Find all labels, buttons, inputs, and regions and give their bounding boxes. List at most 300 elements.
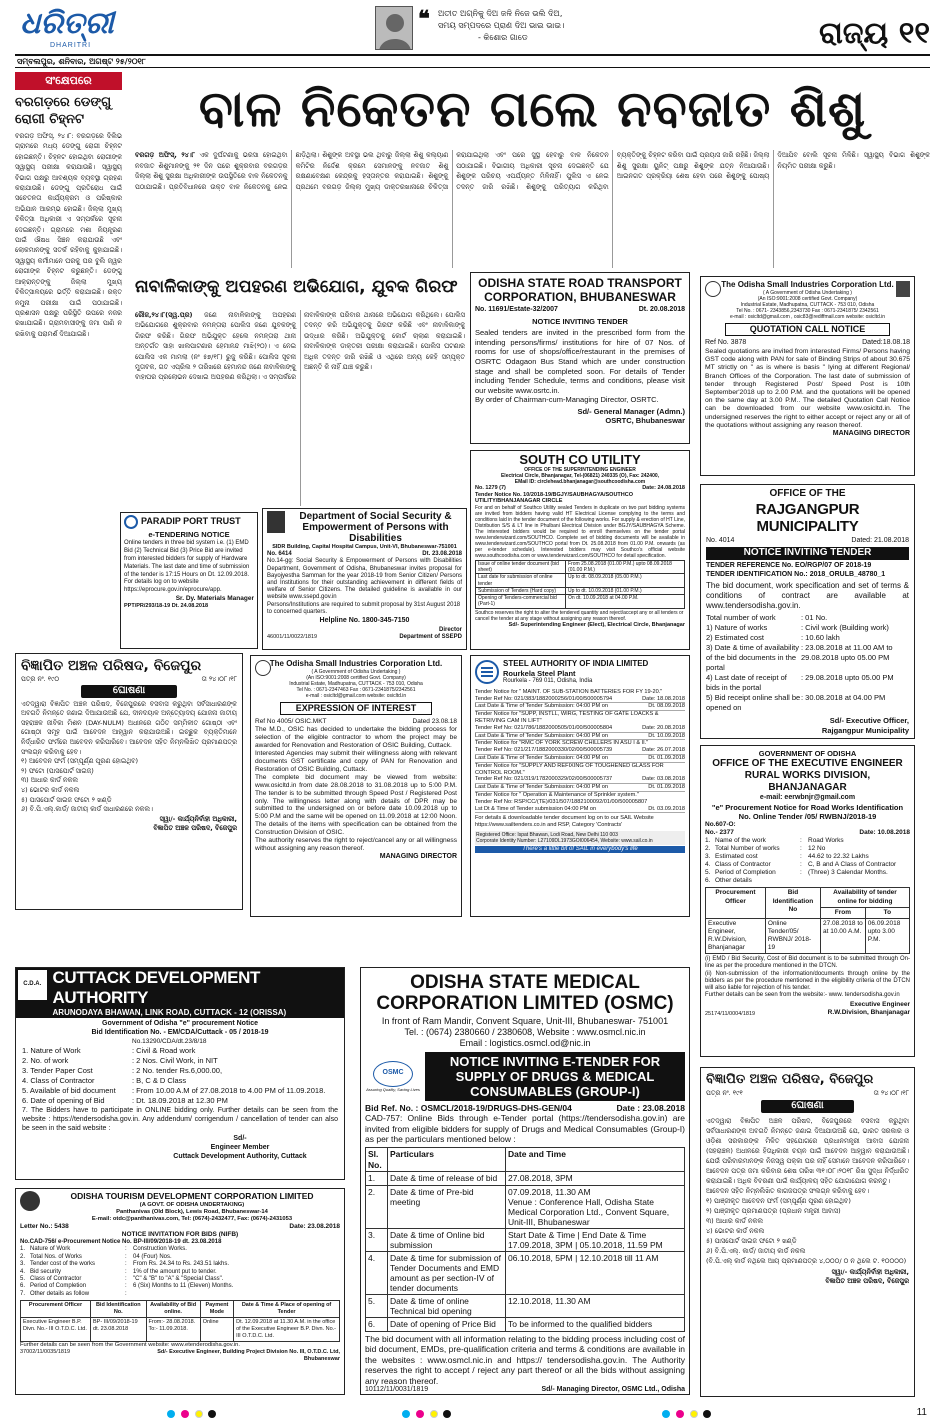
rajgangpur-rows [706,613,909,713]
southco-cell-value: Up to dt. 10.09.2018 (01.00 P.M.) [566,587,685,594]
otdc-th: Payment Mode [200,1301,233,1318]
osic-seal-icon [896,281,910,297]
otdc-row-colon: : [125,1276,127,1282]
rajgangpur-row-value: : 01 No. [801,613,828,623]
osmc-td-label: Date & time of Online bid submission [388,1228,506,1251]
otdc-td: Dt. 12.09.2018 at 11.30 A.M. in the office of the Executive Engineer B.P. Divn. No.- III O.T.D.C. Ltd. [234,1317,340,1341]
list-item: ୪) ଭୋଟର କାର୍ଡ ନକଲ [706,1226,765,1235]
sail-row-date: Dt. 01.09.2018 [648,755,685,762]
rwd-row [705,853,910,861]
otdc-row-label: Class of Contractor [30,1276,82,1282]
quote-block [418,8,583,50]
rwd-row-value: 12 No [808,845,826,853]
list-item: ୨) ଫଟୋ (ପାସପୋର୍ଟ ସାଇଜ୍) [21,766,94,775]
otdc-data-row [21,1317,340,1341]
osmc-td-value: 12.10.2018, 11.30 AM [506,1294,685,1317]
story2 [135,272,465,507]
cda-notice [15,967,345,1180]
sail-row [475,747,685,755]
rwd-row-value: Road Works [808,837,844,845]
otdc-row-label: Period of Completion [30,1283,87,1290]
list-item: ୬) ବି.ପି.ଏଲ୍.କାର୍ଡ/ ଜାତୀୟ କାର୍ଡ ସାଧାରଣରେ ନକଲ। [21,805,153,814]
rajgangpur-row-value: : 29.08.2018 upto 05.00 PM [801,673,894,683]
rwd-row-value: (Three) 3 Calendar Months. [808,869,888,877]
cda-ref: No.13290/CDA/dt.23/8/18 [132,1037,207,1045]
southco-cell-label: Submission of Tenders (Hard copy) [476,587,566,594]
osmc-td-no: 5. [366,1294,388,1317]
brief-body: ବରଗଡ଼ ଅଫିସ୍, ୨୪।୮: ବରଗଡ଼ରେ ଦିଲିଭ ଗ୍ରାମରେ ମଧ୍ୟ ଡେଙ୍ଗୁ ରୋଗୀ ଚିହ୍ନଟ ହୋଇଛନ୍ତି। ଚିହ୍ନଟ ହୋଇଥିବା ରୋଗୀଙ୍କ ସ୍ୱାସ୍ଥ୍ୟ ପରୀକ୍ଷା କରାଯାଉଛି। ସ୍ୱାସ୍ଥ୍ୟ ବିଭାଗ ପକ୍ଷରୁ ଆବଶ୍ୟକ ବ୍ୟବସ୍ଥା ଗ୍ରହଣ କରାଯାଉଛି। ଡେଙ୍ଗୁ ପ୍ରତିରୋଧ ପାଇଁ ସଚେତନତା କାର୍ଯ୍ୟକ୍ରମ ଓ ପରିଷ୍କାର ଅଭିଯାନ ଆରମ୍ଭ ହୋଇଛି। ଜିଲ୍ଲା ମୁଖ୍ୟ ଚିକିତ୍ସା ଅଧିକାରୀ ଏ ସମ୍ପର୍କରେ ସୂଚନା ଦେଇଛନ୍ତି। ଗ୍ରାମରେ ମଶା ନିୟନ୍ତ୍ରଣ ପାଇଁ ଔଷଧ ସିଞ୍ଚନ କରାଯାଉଛି ଏବଂ ଲୋକମାନଙ୍କୁ ସତର୍କ ରହିବାକୁ କୁହାଯାଇଛି। ସ୍ୱାସ୍ଥ୍ୟ କର୍ମୀମାନେ ଘରକୁ ଘର ବୁଲି ଜ୍ୱର ରୋଗୀଙ୍କ ଚିହ୍ନଟ କରୁଛନ୍ତି। ଡେଙ୍ଗୁ ଆକ୍ରାନ୍ତଙ୍କୁ ଜିଲ୍ଲା ମୁଖ୍ୟ ଚିକିତ୍ସାଳୟରେ ଭର୍ତ୍ତି କରାଯାଇଛି। ରକ୍ତ ନମୁନା ପରୀକ୍ଷା ପାଇଁ ପଠାଯାଇଛି। ପ୍ରଶାସନ ପକ୍ଷରୁ ପରିସ୍ଥିତି ଉପରେ ନଜର ରଖାଯାଇଛି। ଗ୍ରାମବାସୀଙ୍କୁ ଜମା ପାଣି ନ ରଖିବାକୁ ପରାମର୍ଶ ଦିଆଯାଇଛି। [15,132,122,338]
rwd-notice [700,745,915,1057]
rajgangpur-row-label: 5) Bid receipt online shall be opened on [706,693,801,713]
ssepd-title: Department of Social Security & Empowerment of Persons with Disabilities [299,511,452,544]
southco-cell-value: From 25.08.2018 (01.00 P.M.) upto 08.09.2018 (01.00 P.M.) [566,560,685,574]
otdc-ref: Letter No.: 5438 [20,1222,69,1230]
rwd-row-colon: : [800,853,802,861]
nac1-heading: ଘୋଷଣା [81,685,177,698]
osrtc-subtitle: NOTICE INVITING TENDER [532,316,628,326]
osrtc-order: By order of Chairman-cum-Managing Director, OSRTC. [475,395,659,405]
osmc-td-label: Date & time of online Technical bid opening [388,1294,506,1317]
sail-row-label: Last Date & Time of Tender Submission: 04:00 PM on [475,732,608,739]
registration-dot-yellow [195,1410,203,1418]
otdc-row-colon: : [125,1290,127,1297]
rajgangpur-row-label: 2) Estimated cost [706,633,764,643]
sail-row [475,799,685,806]
registration-dot-yellow-2 [430,1410,438,1418]
rajgangpur-heading: NOTICE INVITING TENDER [706,547,909,560]
nac1-body: ଏତଦ୍ୱାରା ବିଜ୍ଞାପିତ ଅଞ୍ଚଳ ପରିଷଦ, ବିଜେପୁରରେ ବସବାସ କରୁଥିବା ସର୍ବସାଧାରଣଙ୍କ ଅବଗତି ନିମନ୍ତେ ଜଣାଇ ଦିଆଯାଉଅଛି ଯେ, ଦୀନଦୟାଳ ଅନ୍ତ୍ୟୋଦୟ ଯୋଜନା ଜାତୀୟ ସହରାଞ୍ଚଳ ଜୀବିକା ମିଶନ (DAY-NULM) ଅଧୀନରେ ଗଠିତ ସମ୍ମିଳୀତ ଗୋଷ୍ଠୀ ଏବଂ ଗୋଷ୍ଠୀ ସମୂହ ପାଇଁ ଆବେଦନ ଆହ୍ୱାନ କରାଯାଉଅଛି। ଇଚ୍ଛୁକ ବ୍ୟକ୍ତିମାନେ ନିର୍ଦ୍ଧାରିତ ଫର୍ମରେ ଆବେଦନ କରିପାରିବେ। ଆବେଦନ ସହିତ ନିମ୍ନଲିଖିତ ପ୍ରମାଣପତ୍ର ସଂଲଗ୍ନ କରିବାକୁ ହେବ। [21,699,237,756]
osmc-td-value: 07.09.2018, 11.30 AM Venue : Conference Hall, Odisha State Medical Corporation Ltd., Convent Square, Unit-III, Bhubaneswar [506,1185,685,1228]
rajgangpur-tender-ref: TENDER REFERENCE No. EO/RGP/07 OF 2018-19 [706,561,872,569]
otdc-title: ODISHA TOURISM DEVELOPMENT CORPORATION LIMITED [70,1191,314,1201]
sail-row [475,711,685,725]
osmc-row [366,1317,685,1331]
ssepd-notice [262,508,467,650]
osmc-td-no: 4. [366,1251,388,1294]
rajgangpur-row-label: Total number of work [706,613,776,623]
otdc-row-label: Tender cost of the works [30,1261,96,1268]
cda-row [22,1056,338,1066]
southco-tender-no: Tender Notice No. 10/2018-19/BGJY/SAUBHAGYA/SOUTHCO UTILITY/BHANJANAGAR CIRCLE [475,491,634,505]
rwd-sign: Executive Engineer R.W.Division, Bhanjanagar [827,1001,910,1017]
lead-dateline: ବରଗଡ଼ ଅଫିସ୍, ୨୪।୮ [135,151,196,159]
page-number: 11 [916,1407,927,1418]
otdc-rows [20,1246,340,1298]
nac-notice-2 [700,1067,915,1397]
otdc-row [20,1246,340,1253]
logo-odia: ଧରିତ୍ରୀ [20,6,114,41]
osmc-bid-ref: Bid Ref. No. : OSMCL/2018-19/DRUGS-DHS-GEN/04 [365,1102,572,1113]
osmc-td-label: Date & time of release of bid [388,1172,506,1186]
registration-dot-magenta-3 [676,1410,684,1418]
sail-row-label: Last Date & Time of Tender Submission: 04:00 PM on [475,703,608,710]
rwd-heading: "e" Procurement Notice for Road Works Identification No. Online Tender /05/ RWBNJ/2018-19 [711,803,904,822]
sail-row [475,733,685,741]
osrtc-ref: No. 11691/Estate-32/2007 [475,306,558,313]
osmc-td-no: 6. [366,1317,388,1331]
sail-row-label: Tender Notice for " Operation & Maintenance of Sprinkler system." [475,792,639,799]
nac1-items [21,757,237,815]
dateline-bar [15,54,930,68]
cda-title: CUTTACK DEVELOPMENT AUTHORITY [52,968,260,1007]
sail-row [475,776,685,784]
rajgangpur-ref: No. 4014 [706,536,735,544]
registration-dot-cyan [167,1410,175,1418]
otdc-row-label: Other details as follow [30,1290,90,1297]
otdc-row-no: 6. [20,1283,26,1290]
otdc-row-value: From Rs. 24.34 to Rs. 243.51 lakhs. [133,1261,230,1268]
osic-logo-icon [705,281,721,297]
masthead-logo[interactable] [20,6,130,52]
sail-row-label: Tender Ref No: RSP/CC/(TE)/031/507/1882100092/01/00/500005807 [475,798,648,805]
osic-q-heading: QUOTATION CALL NOTICE [725,323,890,336]
osic-q-body: Sealed quotations are invited from interested Firms/ Persons having GST code along with PAN for sale of Binding Strips of about 30.675 MT strictly on " as is where is basis " lying at different Regional/ Branch Offices of the Corporation. The last date of submission of tender through Registered Post/ Speed Post is 10th September'2018 up to 2.00 P.M. and the quotations will be opened on the same day at 3.00 P.M.. The detailed Quotation Call Notice can be downloaded from our website www.osicltd.in. The undersigned reserves the right to either accept or reject any or all of the quotations without assigning any reason thereof. [705,348,910,429]
cda-row [22,1046,338,1056]
osmc-address: In front of Ram Mandir, Convent Square, Unit-III, Bhubaneswar- 751001 Tel. : (0674) 2380660 / 2380608, Website : www.osmcl.nic.in Email : logistics.osmcl.od@nic.in [381,1016,669,1049]
paradip-title: PARADIP PORT TRUST [141,516,241,527]
list-item: ୪) ଭୋଟର କାର୍ଡ ନକଲ [21,785,80,794]
otdc-row [20,1261,340,1268]
page-footer [0,1405,945,1424]
otdc-sub: (A GOVT. OF ODISHA UNDERTAKING) Panthanivas (Old Block), Lewis Road, Bhubaneswar-14 E-mail: otdc@panthanivas.com, Tel: (0674)-2432477, Fax: (0674)-2431053 [91,1201,293,1222]
osmc-td-no: 2. [366,1185,388,1228]
nac2-heading: ଘୋଷଣା [761,1100,854,1113]
cda-note: 7. The Bidders have to participate in ONLINE bidding only. Further details can be seen from the website : https://tendersodisha.gov.in. Any addendum/ corrigendum / cancellation of tender can also be seen in the said website : [22,1106,338,1133]
rajgangpur-tender-id: TENDER IDENTIFICATION No.: 2018_ORULB_48780_1 [706,570,886,578]
rajgangpur-row-value: : Civil work (Building work) [801,623,889,633]
nac2-body: ଏତଦ୍ୱାରା ବିଜ୍ଞାପିତ ଅଞ୍ଚଳ ପରିଷଦ, ବିଜେପୁରରେ ବସବାସ କରୁଥିବା ସର୍ବସାଧାରଣଙ୍କ ଅବଗତି ନିମନ୍ତେ ଜଣାଇ ଦିଆଯାଉଅଛି ଯେ, ଭାରତ ସରକାର ଓ ଓଡ଼ିଶା ସରକାରଙ୍କ ମିଳିତ ସହଯୋଗରେ ପ୍ରଧାନମନ୍ତ୍ରୀ ଆବାସ ଯୋଜନା (ସହରାଞ୍ଚଳ) ଅଧୀନରେ ହିତାଧିକାରୀ ଚୟନ ପାଇଁ ଆବେଦନ ଆହ୍ୱାନ କରାଯାଉଅଛି। ଯେଉଁ ପରିବାରମାନଙ୍କ ନିଜସ୍ୱ ପକ୍କା ଘର ନାହିଁ ସେମାନେ ଆବେଦନ କରିପାରିବେ। ଆବେଦନ ପତ୍ର ଜମା କରିବାର ଶେଷ ତାରିଖ ୩୧।୦୮।୨୦୧୮ ରିଖ ସୁଦ୍ଧା ନିର୍ଦ୍ଧାରିତ କରାଯାଇଛି। ଅଧିକ ବିବରଣୀ ପାଇଁ କାର୍ଯ୍ୟାଳୟ ସହିତ ଯୋଗାଯୋଗ କରନ୍ତୁ। [706,1116,909,1185]
rwd-row-label: Estimated cost [715,853,758,861]
rajgangpur-row [706,673,909,693]
cda-row-value: : From 10.00 A.M of 27.08.2018 to 4.00 PM of 11.09.2018. [132,1085,326,1095]
sail-row-label: Lst Dt & Time of Tender submission 04:00 PM on [475,805,597,812]
sail-row [475,696,685,704]
rwd-date: Date: 10.08.2018 [859,829,910,837]
ssepd-address: SIDR Building, Capital Hospital Campus, Unit-VI, Bhubaneswar-751001 [272,544,457,550]
rwd-row-label: Class of Contractor [715,861,771,869]
sail-row [475,689,685,696]
osmc-td-no: 3. [366,1228,388,1251]
registration-dot-black-2 [443,1410,451,1418]
rajgangpur-row-value: : 30.08.2018 at 04.00 PM [801,693,886,703]
quote-line-1: ଅତୀତ ଅଗ୍ନିକୁ ଦିଅ ଜଳି ନିଜେ ଭଲି ଦିଅ, [438,9,563,18]
rwd-td-officer: Executive Engineer, R.W.Division, Bhanjanagar [706,918,766,954]
sail-note: For details & downloadable tender document log on to our SAIL Website https://www.sailtenders.co.in and RSP, Category 'Contracts' [475,815,654,829]
nac2-title: ବିଜ୍ଞାପିତ ଅଞ୍ଚଳ ପରିଷଦ, ବିଜେପୁର [706,1072,874,1087]
cda-row-label: 6. Date of opening of Bid [22,1095,105,1105]
list-item: ୩) ଆଧାର କାର୍ଡ ନକଲ [21,776,78,785]
southco-notice [470,450,690,650]
cda-row-value: : 2 No. tender Rs.6,000.00, [132,1065,223,1075]
southco-row [476,574,685,588]
sail-row-date: Dt. 03.09.2018 [648,805,685,812]
osrtc-body: Sealed tenders are invited in the prescribed form from the intending persons/firms/ institutions for hire of 07 Nos. of rooms for use of shops/office/restaurant in the premises of OSRTC Odagaon Bus Stand which are under construction stage and shall be completed soon. For details of Tender including Tender Schedule, terms and conditions, please visit our website www.osrtc.in. [475,328,685,395]
southco-row [476,587,685,594]
sail-row [475,792,685,799]
osic-q-sign: MANAGING DIRECTOR [832,430,910,438]
southco-sign: Sd/- Superintending Engineer (Elect), Electrical Circle, Bhanjanagar [508,621,685,628]
cda-gov: Government of Odisha "e" procurement Notice [102,1020,258,1027]
cda-row-value: : Dt. 18.09.2018 at 12.30 PM [132,1095,228,1105]
rwd-row [705,861,910,869]
southco-cell-value: Up to dt. 08.09.2018 (05.00 P.M.) [566,574,685,588]
sail-row-date: Dt. 10.09.2018 [648,732,685,739]
osmc-td-value: Start Date & Time | End Date & Time 17.09.2018, 3PM | 05.10.2018, 11.59 PM [506,1228,685,1251]
cda-row-value: : B, C & D Class [132,1075,187,1085]
portrait-photo [375,6,413,50]
sail-row-date: Dt. 08.09.2018 [648,703,685,710]
sail-row-date: Dt. 01.09.2018 [648,784,685,791]
sail-row [475,740,685,747]
southco-sub: OFFICE OF THE SUPERINTENDING ENGINEER Electrical Circle, Bhanjanagar, Tel-(06821) 240335 (O), Fax: 242400, EMail ID: circlehead.bhanjanagar@southcoodisha.com [500,467,660,485]
otdc-heading2: No.CAD-756/ e-Procurement Notice No. BP-III/09/2018-19 dt. 23.08.2018 [20,1238,222,1245]
southco-table [475,560,685,609]
rajgangpur-intro: The bid document, work specification and set of terms & conditions of contract are available at www.tendersodisha.gov.in. [706,581,909,611]
osmc-footer: The bid document with all information relating to the bidding process including cost of bid document, EMDs, pre-qualification criteria and terms & conditions are available in the websites : www.osmcl.nic.in and https:// tendersodisha.gov.in. The Authority reserves the right to accept / reject any part thereof or all the bids without assigning any reason thereof. [365,1333,685,1386]
osic-eoi-title: The Odisha Small Industries Corporation Ltd. [269,659,443,668]
ssepd-date: Dt. 23.08.2018 [422,550,462,557]
brief-title: ବରଗଡ଼ରେ ଡେଙ୍ଗୁ ରୋଗୀ ଚିହ୍ନଟ [15,95,112,127]
nac2-date: ତା ୨୪।୦୮।୧୮ [873,1089,909,1097]
otdc-row-no: 4. [20,1268,26,1275]
sail-row [475,755,685,763]
registration-dot-black-3 [703,1410,711,1418]
sail-sub2: Rourkela - 769 011, Odisha, India [503,678,593,685]
osic-q-sub: ( A Government of Odisha Undertaking ) (An ISO:9001:2008 certified Govt. Company) Industrial Estate, Madhupatna, CUTTACK - 753 010, Odisha Tel No. : 0671- 2343856,2343730 Fax : 0671-2341875/ 2342561 e-mail : osicltd@gmail.com , osic83@rediffmail.com website: osicltd.in [729,290,886,320]
otdc-notice [15,1188,345,1395]
rwd-row-label: Other details [715,877,752,885]
registration-dot-cyan-3 [662,1410,670,1418]
rwd-row-no: 1. [705,837,711,845]
otdc-table [20,1300,340,1341]
ssepd-emblem-icon [267,511,285,533]
nac-notice-1 [15,653,243,910]
osrtc-notice [470,272,690,444]
otdc-row [20,1283,340,1290]
otdc-row [20,1269,340,1276]
brief-label: ସଂକ୍ଷେପରେ [15,72,122,90]
osmc-row [366,1228,685,1251]
rwd-row-no: 6. [705,877,711,885]
osmc-sign: Sd/- Managing Director, OSMC Ltd., Odisha [541,1386,685,1394]
osmc-logo-text: OSMC [382,1069,404,1077]
nac1-date: ତା ୨୪।୦୮।୧୮ [201,675,237,683]
rwd-table [705,887,910,954]
rwd-th-officer: Procurement Officer [706,888,766,918]
rwd-row-colon: : [800,845,802,853]
otdc-sign: Sd/- Executive Engineer, Building Project Division No. III, O.T.D.C. Ltd, Bhubaneswar [157,1348,340,1362]
sail-row [475,763,685,777]
rajgangpur-row-value: : 23.08.2018 at 11.00 AM to 29.08.2018 upto 05.00 PM [801,643,893,663]
sail-row-date: Date: 26.07.2018 [642,747,685,754]
nac2-ref: ପତ୍ର ନଂ. ୧୯୧ [706,1089,743,1097]
osmc-th: Particulars [388,1148,506,1172]
masthead [0,0,945,68]
osmc-intro: CAD-757: Online Bids through e-Tender portal (https://tendersodisha.gov.in) are invited from eligible bidders for supply of Drugs and Medical Consumables (Group-I) as per the particulars mentioned below : [365,1113,685,1145]
rwd-row [705,877,910,885]
nac2-body2: ଆବେଦନ ସହିତ ନିମ୍ନଲିଖିତ କାଗଜପତ୍ର ସଂଲଗ୍ନ କରିବାକୁ ହେବ। [706,1186,870,1195]
list-item: ୫) ପାସପୋର୍ଟ ସାଇଜ ଫଟୋ ୨ ଖଣ୍ଡି [21,795,112,804]
southco-date: Date: 24.08.2018 [642,485,685,491]
rwd-row-value: C, B and A Class of Contractor [808,861,897,869]
story2-headline: ନାବାଳିକାଙ୍କୁ ଅପହରଣ ଅଭିଯୋଗ, ଯୁବକ ଗିରଫ [135,277,458,297]
cda-row-label: 1. Nature of Work [22,1045,81,1055]
rajgangpur-sign: Sd/- Executive Officer, Rajgangpur Municipality [821,716,909,736]
otdc-row-colon: : [125,1268,127,1275]
cda-sign: Sd/- Engineer Member Cuttack Development Authority, Cuttack [173,1134,307,1160]
rwd-td-bid: Online Tender/05/ RWBNJ/ 2018-19 [765,918,820,954]
osmc-row [366,1172,685,1186]
osmc-td-value: 27.08.2018, 3PM [506,1172,685,1186]
otdc-note: Further details can be seen from the Government website: www.etenderodisha.gov.in. [20,1341,240,1348]
rwd-ref: No.607-O: [705,821,736,829]
osic-q-ref: Ref No. 3878 [705,339,747,347]
otdc-row-colon: : [125,1283,127,1290]
osmc-td-value: 06.10.2018, 5PM | 12.10.2018 till 11 AM [506,1251,685,1294]
osrtc-date: Dt. 20.08.2018 [638,306,685,313]
rwd-title: OFFICE OF THE EXECUTIVE ENGINEER RURAL WORKS DIVISION, BHANJANAGAR [712,758,903,794]
cda-row-label: 4. Class of Contractor [22,1075,95,1085]
otdc-row-colon: : [125,1261,127,1268]
sail-row-label: Tender Ref No: 021/217/1882000330/02/00/500005739 [475,747,613,754]
cda-row [22,1076,338,1086]
rwd-row-no: 4. [705,861,711,869]
osmc-td-value: To be informed to the qualified bidders [506,1317,685,1331]
section-title: ରାଜ୍ୟ ୧୧ [818,16,930,51]
southco-cell-label: Last date for submission of online tender [476,574,566,588]
paradip-heading: e-TENDERING NOTICE [148,530,230,539]
rajgangpur-title: RAJGANGPUR MUNICIPALITY [755,500,860,535]
rajgangpur-row [706,633,909,643]
list-item: ୩) ଆଧାର କାର୍ଡ ନକଲ [706,1216,763,1225]
rwd-row-no: 5. [705,869,711,877]
southco-cell-value: On dt. 10.09.2018 at 04.00 P.M. [566,595,685,609]
southco-title: SOUTH CO UTILITY [519,452,641,467]
nac1-ref: ପତ୍ର ନଂ. ୧୯୦ [21,675,60,683]
otdc-th: Availability of Bid online. [146,1301,200,1318]
rwd-th-availability: Availability of tender online for bidding [821,888,910,907]
nac1-title: ବିଜ୍ଞାପିତ ଅଞ୍ଚଳ ପରିଷଦ, ବିଜେପୁର [21,658,202,674]
ssepd-ref: No. 6414 [267,550,292,557]
cda-rows [22,1046,338,1106]
rajgangpur-office: OFFICE OF THE [769,488,846,499]
cda-row [22,1086,338,1096]
rajgangpur-row-value: : 10.60 lakh [801,633,840,643]
southco-row [476,560,685,574]
otdc-row-no: 1. [20,1246,26,1253]
osmc-row [366,1251,685,1294]
otdc-row-no: 2. [20,1253,26,1260]
rajgangpur-row [706,643,909,673]
nac2-sign: ସ୍ୱା/- କାର୍ଯ୍ୟନିର୍ବାହୀ ଅଧିକାରୀ, ବିଜ୍ଞାପିତ ଅଞ୍ଚଳ ପରିଷଦ, ବିଜେପୁର [825,1267,909,1285]
osmc-logo-caption: Assuring Quality, Saving Lives [366,1086,420,1092]
rwd-row-colon [800,877,808,885]
rwd-th-to: To [865,907,909,918]
southco-cell-label: Issue of online tender document (bid sheet) [476,560,566,574]
osic-q-title: The Odisha Small Industries Corporation Ltd. [721,280,894,289]
osmc-row [366,1185,685,1228]
ssepd-sign: Director Department of SSEPD [399,626,462,640]
cda-sub: ARUNODAYA BHAWAN, LINK ROAD, CUTTACK - 12 (ORISSA) [52,1008,287,1017]
rwd-row [705,869,910,877]
rwd-office: GOVERNMENT OF ODISHA [758,749,857,758]
quote-author: - କିଶୋର ଗାଡେ [478,33,528,42]
otdc-row-no: 3. [20,1261,26,1268]
osmc-bid-date: Date : 23.08.2018 [616,1102,685,1113]
osrtc-title: ODISHA STATE ROAD TRANSPORT CORPORATION, BHUBANESWAR [478,276,682,304]
list-item: ୬) ବି.ପି.ଏଲ୍. କାର୍ଡ/ ଜାତୀୟ କାର୍ଡ ନକଲ [706,1246,806,1255]
sail-row [475,725,685,733]
sail-rows [475,689,685,814]
rwd-rows [705,837,910,885]
sail-row-date: Date: 18.08.2018 [642,695,685,702]
otdc-heading: NOTICE INVITATION FOR BIDS (NIFB) [121,1230,239,1238]
otdc-th: Bid Identification No. [91,1301,146,1318]
paradip-ref: PPT/PR/293/18-19 Dt. 24.08.2018 [124,603,209,610]
osic-q-date: Dated:18.08.18 [862,339,910,347]
paradip-logo-icon [124,515,138,529]
otdc-row [20,1276,340,1283]
rajgangpur-date: Dated: 21.08.2018 [851,536,909,544]
sail-row-label: Tender Notice for "SUPP, INSTLL, WIRG, TESTING OF GATE LOACKS & RETRIVING CAM IN LIFT" [475,711,659,725]
list-item: ୫) ପାସପୋର୍ଟ ସାଇଜ ଫଟୋ ୨ ଖଣ୍ଡି [706,1236,797,1245]
list-item: ୧) ଆବେଦନ ଫର୍ମ (ସମ୍ପୂର୍ଣ୍ଣ ପୂରଣ ହୋଇଥିବ) [21,757,139,766]
rajgangpur-row [706,693,909,713]
lead-body: ଏକ ଦୁର୍ଘଟଣାକୁ ଭରସା ହୋଇଥିବା ନବଜାତ ଶିଶୁମାନଙ୍କୁ ୨୧ ଦିନ ପରେ ଶୁକ୍ରବାର ବରଗଡ଼ର ଜିଲ୍ଲା ଶିଶୁ ସୁରକ୍ଷା ଅଧିକାରୀଙ୍କ ଉପସ୍ଥିତିରେ ବାଳ ନିକେତନକୁ ପଠାଯାଇଛି। ପ୍ରତିବିଧାନରେ ଉକ୍ତ ବାଳ ନିକେତନକୁ ନେଇ ଛାଡ଼ିଥିଲା। ଶିଶୁଙ୍କ ଅବସ୍ଥା ଭଲ ଥିବାରୁ ଜିଲ୍ଲା ଶିଶୁ କଲ୍ୟାଣ କମିଟିର ନିର୍ଦ୍ଦେଶ କ୍ରମେ ସେମାନଙ୍କୁ ନବଜାତ ଶିଶୁ ରକ୍ଷଣାବେକ୍ଷଣ କେନ୍ଦ୍ରକୁ ହସ୍ତାନ୍ତର କରାଯାଇଛି। ଶିଶୁଙ୍କୁ ପ୍ରଥମେ ବରଗଡ଼ ଜିଲ୍ଲା ମୁଖ୍ୟ ଡାକ୍ତରଖାନାରେ ଚିକିତ୍ସା କରାଯାଇଥିଲା ଏବଂ ପରେ ସୁସ୍ଥ ହେବାରୁ ବାଳ ନିକେତନ ପଠାଯାଇଛି। ବିଭାଗୀୟ ଅଧିକାରୀ ସୂଚନା ଦେଇଛନ୍ତି ଯେ ଶିଶୁଙ୍କ ପରିଚୟ ଏପର୍ଯ୍ୟନ୍ତ ମିଳିନାହିଁ। ପୁଲିସ ଏ ନେଇ ତଦନ୍ତ ଜାରି ରଖିଛି। ଶିଶୁଙ୍କୁ ପରିତ୍ୟାଗ କରିଥିବା ବ୍ୟକ୍ତିଙ୍କୁ ଚିହ୍ନଟ କରିବା ପାଇଁ ପ୍ରୟାସ ଜାରି ରହିଛି। ଜିଲ୍ଲା ଶିଶୁ ସୁରକ୍ଷା ୟୁନିଟ୍ ପକ୍ଷରୁ ଶିଶୁଙ୍କ ଯତ୍ନ ନିଆଯାଉଛି। ଆଇନଗତ ପ୍ରକ୍ରିୟା ଶେଷ ହେବା ପରେ ଶିଶୁଙ୍କୁ ପୋଷ୍ୟ ଦିଆଯିବ ବୋଲି ସୂଚନା ମିଳିଛି। ସ୍ୱାସ୍ଥ୍ୟ ବିଭାଗ ଶିଶୁଙ୍କ ନିୟମିତ ପରୀକ୍ଷା କରୁଛି। [135,151,930,191]
rwd-th-from: From [821,907,866,918]
quote-line-2: ସମୟ ସମ୍ପଦରେ ପ୍ରାଣ ଦିଅ ଭାଇ ଭାଇ। [438,21,565,30]
registration-dot-yellow-3 [690,1410,698,1418]
otdc-th: Date & Time & Place of opening of Tender [234,1301,340,1318]
cda-row [22,1096,338,1106]
osmc-ref: 10112/11/0031/1819 [365,1386,429,1394]
otdc-row-colon: : [125,1246,127,1253]
osic-eoi-sub: ( A Government of Odisha Undertaking ) (An ISO:9001:2008 certified Govt. Company) Industrial Estate, Madhupatna, CUTTACK - 753 010, Odisha Tel No. : 0671-2347463 Fax : 0671-2341875/2342561 e-mail : osicltd@gmail.com website: osicltd.in [289,669,423,699]
southco-cell-label: Opening of Tenders-commercial bid (Part-1) [476,595,566,609]
cda-row-value: : 2 Nos. Civil Work, in NIT [132,1055,218,1065]
southco-body: For and on behalf of Southco Utility sealed Tenders in duplicate on two part bidding systems are invited from bidders having valid HT Electrical License complying to the terms and conditions laid in the tender document of the following works. For supply & erection of HT Line, Distribution S/S & LT line in Phulbani Electrical Division under BGJY/SAUBHAGYA Scheme. The interested bidders would be required to enroll themselves on the tender portal www.tenderwizard.com/SOUTHCO. Complete set of bidding documents will be available in www.tenderwizard.com/SOUTHCO portal from Dt. 25.08.2018 from 01.00 P.M. onwards (as per e-tender schedule). Interested bidders may visit Southco's official website www.southcoodisha.com or www.tenderwizard.com/SOUTHCO for detail specification. [475,504,685,559]
sail-row-label: Tender Notice for "SUPPLY AND REFIXING OF TOUGHENED GLASS FOR CONTROL ROOM." [475,762,664,776]
osmc-table [365,1147,685,1332]
sail-row-label: Last Date & Time of Tender Submission: 04:00 PM on [475,755,608,762]
ssepd-body: No.14-gg: Social Security & Empowerment of Persons with Disabilities Department, Government of Odisha, Bhubaneswar invites proposal for Bayojyestha Samman for the year 2018-19 from Senior Citizen/ Persons and Institutions for their outstanding achievement in different fields of welfare of Senior Citizens. The detailed guideline is available in our website www.ssepd.gov.in [267,558,462,601]
otdc-row-no: 7. [20,1290,26,1297]
rwd-row-colon: : [800,869,802,877]
rajgangpur-row [706,613,909,623]
rajgangpur-notice [700,484,915,739]
rwd-row-colon: : [800,861,802,869]
osmc-td-label: Date of opening of Price Bid [388,1317,506,1331]
otdc-row-label: Bid security [30,1268,62,1275]
otdc-row-value: Construction Works. [133,1246,187,1253]
otdc-td: From:- 28.08.2018. To:- 11.09.2018. [146,1317,200,1341]
osmc-td-no: 1. [366,1172,388,1186]
southco-row [476,595,685,609]
dateline: ସମ୍ବଲପୁର, ଶନିବାର, ଅଗଷ୍ଟ ୨୫/୨୦୧୮ [17,57,146,66]
ssepd-body2: Persons/Institutions are required to submit proposal by 31st August 2018 to concerned quarters. [267,601,461,615]
rajgangpur-row [706,623,909,633]
nac2-items [706,1196,909,1266]
cda-row-label: 5. Available of bid document [22,1085,116,1095]
cda-row-value: : Civil & Road work [132,1045,196,1055]
cda-row [22,1066,338,1076]
list-item: (ବି.ପି.ଏଲ୍ କାର୍ଡ ନଥିଲେ ଆୟ ପ୍ରମାଣପତ୍ର ୪,୦୦୦/ ୦ ନ ଥିଲେ ଟ. ୧୦୦୦୦) [706,1256,907,1265]
osic-eoi-body: The M.D., OSIC has decided to undertake the bidding process for selection of the eligible contractor to whom the project may be awarded for Renovation and Restoration of OSIC Building, Cuttack. Interested Agencies may submit their willingness along with relevant documents GST certificate and copy of PAN for Renovation and Restoration of OSIC Building, Cuttack. The complete bid document may be viewed from website: www.osicltd.in from date 28.08.2018 to 31.08.2018 up to 5:00 P.M. The tender is to be submitted through Speed Post / Registered Post only. The willingness letter along with details of DPR may be submitted to the undersigned on or before date 10.09.2018 up to 5:00 P.M and the same will be opened on 11.09.2018 at 12:00 Noon. The details of the items with specification can be obtained from the Construction Division of OSIC. The authority reserves the right to reject/cancel any or all willingness without assigning any reason thereof. [255,726,457,852]
otdc-row-value: 04 (Four) Nos. [133,1253,172,1260]
southco-note: Southco reserves the right to alter the tendered quantity and reject/accept any or all tenders or cancel the tender at any stage without assigning any reason thereof. [475,609,684,622]
rwd-td-to: 06.09.2018 upto 3.00 P.M. [865,918,909,954]
otdc-row-value: 1% of the amount put to tender. [133,1268,217,1275]
